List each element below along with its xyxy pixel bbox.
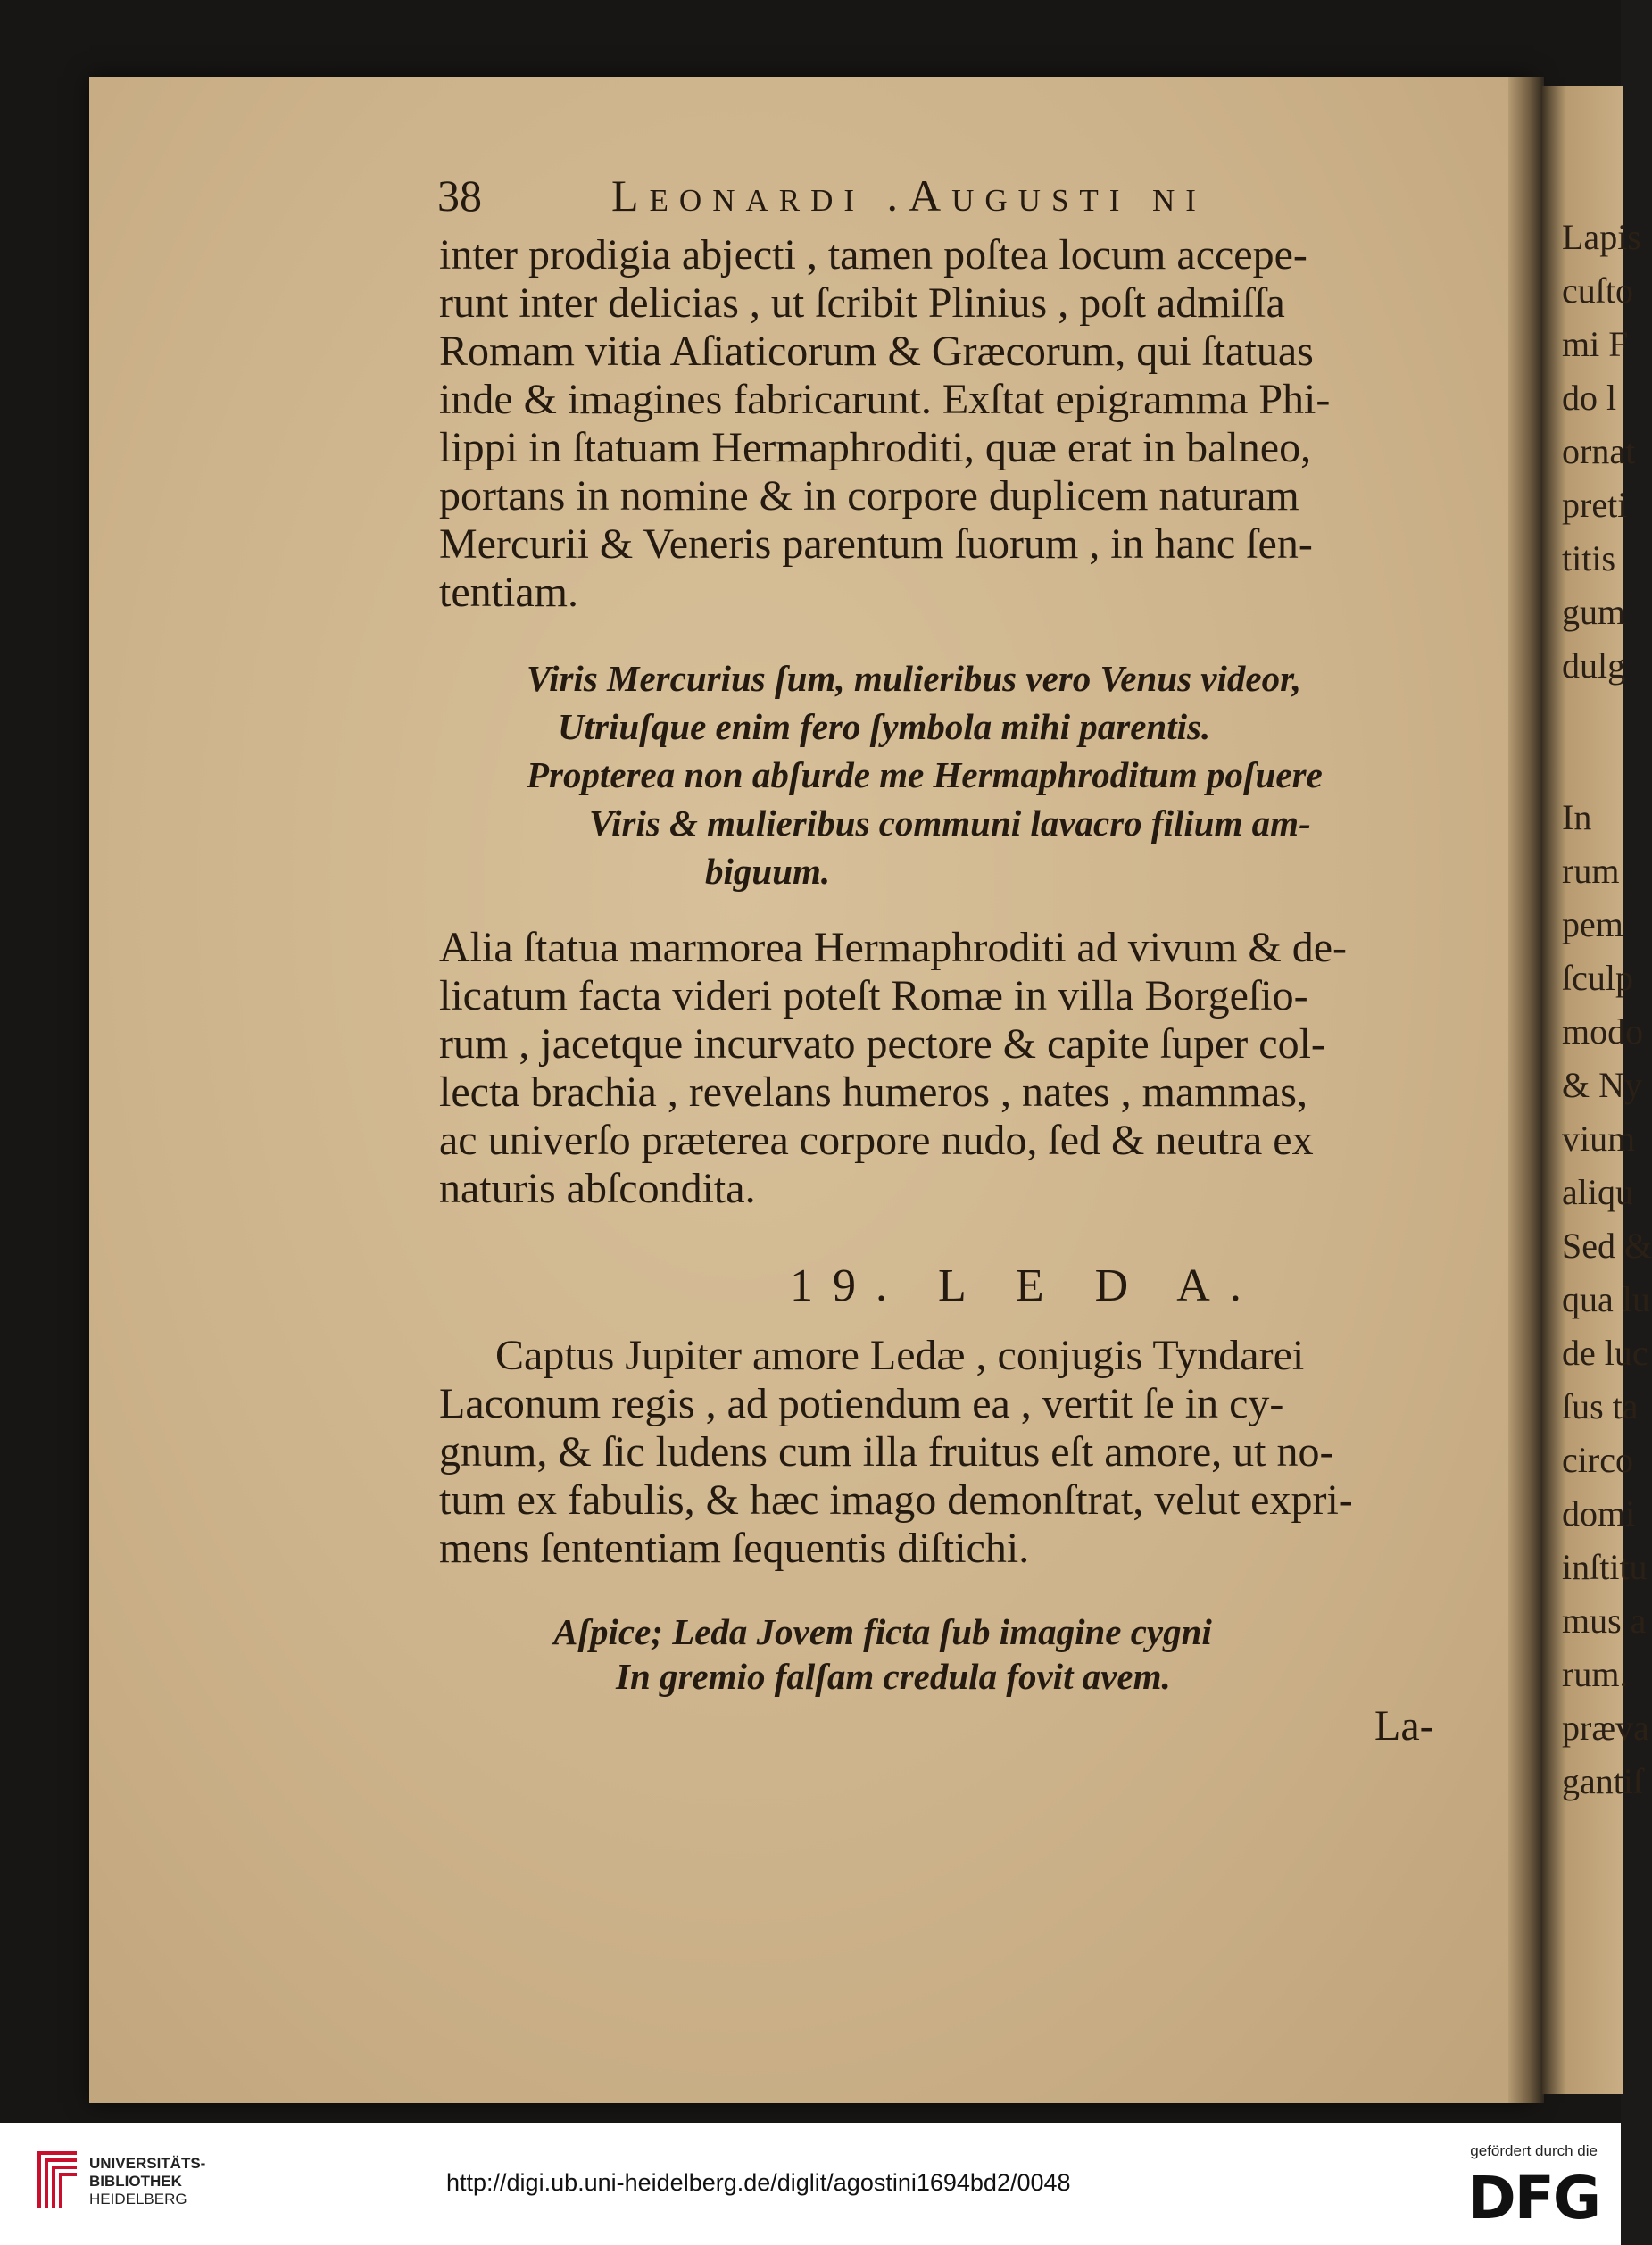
facing-page-fragment: dulg (1562, 645, 1626, 686)
body-line: lecta brachia , revelans humeros , nates , mammas, (439, 1068, 1307, 1116)
facing-page-fragment: titis (1562, 538, 1616, 578)
funded-by-label: gefördert durch die (1470, 2142, 1598, 2159)
permalink[interactable]: http://digi.ub.uni-heidelberg.de/diglit/agostini1694bd2/0048 (446, 2169, 1071, 2196)
verse-line: In gremio falſam credula fovit avem. (616, 1656, 1171, 1697)
body-line: inter prodigia abjecti , tamen poſtea locum accepe- (439, 231, 1307, 279)
body-line: portans in nomine & in corpore duplicem naturam (439, 472, 1299, 520)
facing-page-fragment: gum (1562, 592, 1626, 632)
facing-page-fragment: Lapis (1562, 217, 1641, 257)
body-line: rum , jacetque incurvato pectore & capite ſuper col- (439, 1020, 1325, 1068)
verse-line: Viris & mulieribus communi lavacro filium am- (589, 802, 1311, 844)
body-line: Captus Jupiter amore Ledæ , conjugis Tyndarei (495, 1332, 1305, 1379)
facing-page-fragment: rum. (1562, 1654, 1629, 1694)
facing-page-fragment: domi (1562, 1493, 1636, 1534)
body-line: Mercurii & Veneris parentum ſuorum , in hanc ſen- (439, 520, 1313, 568)
facing-page-fragment: rum (1562, 851, 1620, 891)
facing-page-fragment: do l (1562, 378, 1617, 418)
dfg-logo: DFG (1466, 2164, 1599, 2233)
facing-page-fragment: inſtitu (1562, 1547, 1648, 1587)
facing-page-fragment: pem (1562, 904, 1623, 944)
body-line: licatum facta videri poteſt Romæ in villa Borgeſio- (439, 972, 1308, 1019)
page-number: 38 (437, 170, 482, 220)
university-library-logo-icon (36, 2149, 80, 2212)
facing-page-fragment: cuſto (1562, 270, 1633, 311)
running-title: Leonardi .Augusti ni (611, 170, 1207, 220)
facing-page-fragment: qua lu (1562, 1279, 1650, 1319)
facing-page-fragment: modo (1562, 1011, 1644, 1052)
facing-page-fragment: aliqu (1562, 1172, 1633, 1212)
section-heading: 19. L E D A. (790, 1260, 1261, 1311)
body-line: Alia ſtatua marmorea Hermaphroditi ad vivum & de- (439, 924, 1347, 971)
facing-page-fragment: ſus ta (1562, 1386, 1639, 1426)
body-line: mens ſententiam ſequentis diſtichi. (439, 1525, 1030, 1572)
verse-line: Viris Mercurius ſum, mulieribus vero Venus videor, (527, 658, 1302, 699)
verse-line: Aſpice; Leda Jovem ficta ſub imagine cygni (553, 1611, 1212, 1652)
body-line: tentiam. (439, 569, 578, 616)
facing-page-fragment: circo (1562, 1440, 1633, 1480)
body-line: Laconum regis , ad potiendum ea , vertit ſe in cy- (439, 1380, 1284, 1427)
running-head (437, 170, 1437, 223)
facing-page-fragment: preti (1562, 485, 1628, 525)
body-line: inde & imagines fabricarunt. Exſtat epigramma Phi- (439, 376, 1331, 423)
facing-page-fragment: ornat (1562, 431, 1636, 471)
library-name: UNIVERSITÄTS- BIBLIOTHEK HEIDELBERG (89, 2155, 206, 2208)
facing-page-fragment: mi F (1562, 324, 1629, 364)
verse-line: Propterea non abſurde me Hermaphroditum poſuere (527, 754, 1323, 795)
facing-page-fragment: In (1562, 797, 1592, 837)
facing-page-fragment: Sed & (1562, 1226, 1652, 1266)
viewer-footer (0, 2123, 1621, 2245)
body-line: ac univerſo præterea corpore nudo, ſed & neutra ex (439, 1117, 1314, 1164)
catchword: La- (1374, 1702, 1434, 1750)
verse-line: biguum. (705, 851, 831, 892)
facing-page-edge (1542, 86, 1652, 2094)
body-line: gnum, & ſic ludens cum illa fruitus eſt amore, ut no- (439, 1428, 1334, 1476)
facing-page-fragment: præva (1562, 1708, 1649, 1748)
facing-page-fragment: vium (1562, 1118, 1636, 1159)
body-line: runt inter delicias , ut ſcribit Plinius , poſt admiſſa (439, 279, 1285, 327)
body-line: tum ex fabulis, & hæc imago demonſtrat, velut expri- (439, 1476, 1353, 1524)
body-line: lippi in ſtatuam Hermaphroditi, quæ erat in balneo, (439, 424, 1312, 471)
facing-page-fragment: mus a (1562, 1601, 1647, 1641)
facing-page-fragment: & Ny (1562, 1065, 1642, 1105)
body-line: naturis abſcondita. (439, 1165, 756, 1212)
verse-line: Utriuſque enim fero ſymbola mihi parentis. (558, 706, 1211, 747)
facing-page-fragment: gantiſ (1562, 1761, 1644, 1801)
body-line: Romam vitia Aſiaticorum & Græcorum, qui ſtatuas (439, 328, 1314, 375)
facing-page-fragment: ſculp (1562, 958, 1633, 998)
facing-page-fragment: de luc (1562, 1333, 1648, 1373)
book-gutter (1508, 77, 1544, 2103)
